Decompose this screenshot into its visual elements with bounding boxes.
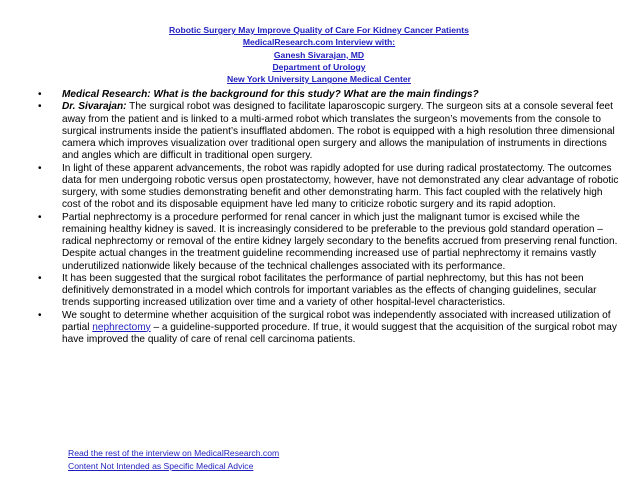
list-item: [38, 101, 623, 162]
list-item: [38, 163, 623, 212]
bullet-icon: •: [38, 272, 42, 284]
list-item: [38, 310, 623, 347]
bullet-icon: •: [38, 162, 42, 174]
read-more-link[interactable]: Read the rest of the interview on MedicalResearch.com: [68, 448, 280, 458]
institution-link[interactable]: New York University Langone Medical Center: [226, 74, 412, 85]
department-link[interactable]: Department of Urology: [272, 61, 366, 72]
article-footer: [68, 447, 279, 472]
list-item: [38, 273, 623, 310]
bullet-icon: •: [38, 309, 42, 321]
nephrectomy-link[interactable]: nephrectomy: [92, 321, 151, 333]
article-title-link[interactable]: Robotic Surgery May Improve Quality of Care For Kidney Cancer Patients: [169, 25, 469, 35]
disclaimer-link[interactable]: Content Not Intended as Specific Medical Advice: [68, 460, 254, 471]
answer-text: Partial nephrectomy is a procedure performed for renal cancer in which just the malignant tumor is excised while the remaining healthy kidney is saved. It is increasingly considered to be preferable to the previous gold standard operation – radical nephrectomy or removal of the entire kidney largely secondary to the benefits accrued from preserving renal function. Despite actual changes in the treatment guideline recommending increased use of partial nephrectomy it remains vastly underutilized nationwide likely because of the technical challenges associated with its performance.: [62, 211, 618, 272]
bullet-icon: •: [38, 89, 42, 100]
author-link[interactable]: Ganesh Sivarajan, MD: [273, 49, 365, 60]
bullet-icon: •: [38, 211, 42, 223]
interview-subtitle-link[interactable]: MedicalResearch.com Interview with:: [242, 37, 396, 48]
article-header: [0, 24, 638, 85]
answer-text: In light of these apparent advancements, the robot was rapidly adopted for use during radical prostatectomy. The outcomes data for men undergoing robotic versus open prostatectomy, however, have not demonstrated any clear advantage of robotic surgery, with some studies demonstrating benefit and other demonstrating harm. This fact coupled with the relatively high cost of the robot and its disposable equipment have led many to criticize robotic surgery and its rapid adoption.: [62, 162, 619, 211]
interview-question: Medical Research: What is the background for this study? What are the main findings?: [62, 89, 479, 100]
bullet-icon: •: [38, 101, 42, 113]
answer-text: The surgical robot was designed to facilitate laparoscopic surgery. The surgeon sits at a console several feet away from the patient and is linked to a multi-armed robot which translates the surgeon’s movements from the console to surgical instruments inside the patient’s insufflated abdomen. The robot is equipped with a high resolution three dimensional camera which improves visualization over traditional open surgery and allows the manipulation of instruments in directions and angles which are difficult in traditional open surgery.: [62, 101, 615, 162]
answer-text: – a guideline-supported procedure. If true, it would suggest that the acquisition of the surgical robot may have improved the quality of care of renal cell carcinoma patients.: [62, 321, 617, 345]
answer-text: It has been suggested that the surgical robot facilitates the performance of partial nephrectomy, but this has not been definitively demonstrated in a model which controls for important variables as the effects of changing guidelines, secular trends supporting increased utilization over time and a variety of other hospital-level characteristics.: [62, 272, 597, 309]
speaker-label: Dr. Sivarajan:: [62, 101, 127, 113]
list-item: [38, 89, 623, 101]
list-item: [38, 212, 623, 273]
article-body: [38, 89, 623, 346]
answer-text: We sought to determine whether acquisition of the surgical robot was independently associated with increased utilization of partial: [62, 309, 611, 333]
